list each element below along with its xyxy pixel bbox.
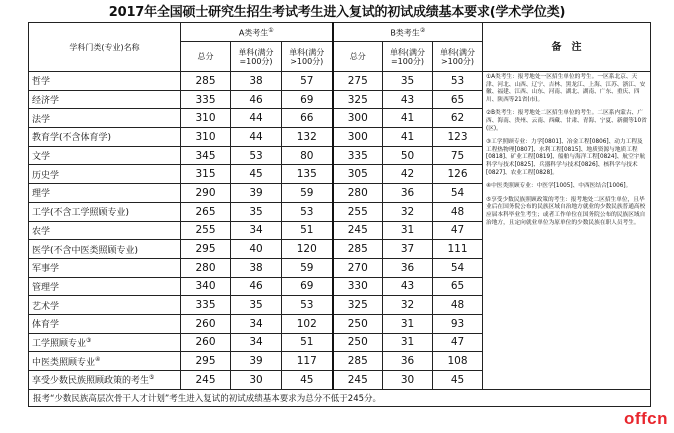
b-total-cell: 330: [333, 277, 383, 296]
subject-cell: 医学(不含中医类照顾专业): [29, 240, 181, 259]
a-total-cell: 335: [181, 90, 231, 109]
remark-note: ③工学照顾专业：力学[0801]、冶金工程[0806]、动力工程及工程热物理[0807]、水利工程[0815]、地质资源与地质工程[0818]、矿业工程[0819]、船舶与海洋工程[0824]、航空宇航科学与技术[0825]、兵器科学与技术[0826]、核科学与技术[0827]、农业工程[0828]。: [486, 139, 646, 176]
subject-cell: 历史学: [29, 165, 181, 184]
group-b-header: B类考生②: [333, 23, 483, 42]
b-s2-cell: 47: [433, 333, 483, 352]
b-s1-cell: 37: [383, 240, 433, 259]
a-s1-cell: 38: [231, 258, 282, 277]
b-total-cell: 300: [333, 128, 383, 147]
subject-cell: 农学: [29, 221, 181, 240]
b-total-cell: 275: [333, 72, 383, 91]
subject-cell: 中医类照顾专业④: [29, 352, 181, 371]
a-total-cell: 340: [181, 277, 231, 296]
offcn-watermark-logo: offcn: [623, 409, 668, 428]
a-s1-cell: 39: [231, 352, 282, 371]
b-s2-cell: 111: [433, 240, 483, 259]
a-total-cell: 280: [181, 258, 231, 277]
a-total-cell: 260: [181, 333, 231, 352]
subject-cell: 军事学: [29, 258, 181, 277]
a-s1-cell: 34: [231, 221, 282, 240]
a-s2-cell: 57: [282, 72, 333, 91]
a-total-cell: 310: [181, 128, 231, 147]
b-total-cell: 245: [333, 371, 383, 390]
b-s2-cell: 53: [433, 72, 483, 91]
b-s1-cell: 32: [383, 202, 433, 221]
b-s2-cell: 65: [433, 90, 483, 109]
b-total-cell: 325: [333, 296, 383, 315]
b-s1-cell: 30: [383, 371, 433, 390]
a-s1-cell: 53: [231, 146, 282, 165]
b-s1-cell: 36: [383, 258, 433, 277]
a-s1-cell: 40: [231, 240, 282, 259]
a-s2-cell: 66: [282, 109, 333, 128]
b-total-cell: 285: [333, 240, 383, 259]
b-s1-cell: 35: [383, 72, 433, 91]
a-s2-cell: 51: [282, 333, 333, 352]
a-s2-cell: 120: [282, 240, 333, 259]
b-s1-cell: 31: [383, 333, 433, 352]
a-s1-cell: 35: [231, 296, 282, 315]
a-s2-cell: 80: [282, 146, 333, 165]
a-s2-cell: 102: [282, 314, 333, 333]
score-table: [28, 22, 651, 407]
score-table-sheet: [28, 22, 650, 432]
a-total-cell: 295: [181, 352, 231, 371]
a-total-cell: 265: [181, 202, 231, 221]
b-s2-cell: 93: [433, 314, 483, 333]
a-s1-cell: 46: [231, 277, 282, 296]
b-total-cell: 300: [333, 109, 383, 128]
a-s1-cell: 34: [231, 333, 282, 352]
a-total-header: 总分: [181, 42, 231, 72]
b-total-cell: 280: [333, 184, 383, 203]
subject-cell: 经济学: [29, 90, 181, 109]
remarks-notes: [483, 72, 651, 390]
b-s2-cell: 123: [433, 128, 483, 147]
a-s2-cell: 135: [282, 165, 333, 184]
a-total-cell: 345: [181, 146, 231, 165]
b-s2-cell: 54: [433, 258, 483, 277]
b-s1-cell: 41: [383, 109, 433, 128]
b-s1-cell: 42: [383, 165, 433, 184]
b-s2-cell: 65: [433, 277, 483, 296]
a-singlegt100-header: 单科(满分>100分): [282, 42, 333, 72]
b-s2-cell: 108: [433, 352, 483, 371]
b-total-header: 总分: [333, 42, 383, 72]
b-s2-cell: 48: [433, 202, 483, 221]
b-singlegt100-header: 单科(满分>100分): [433, 42, 483, 72]
b-total-cell: 250: [333, 314, 383, 333]
a-total-cell: 285: [181, 72, 231, 91]
a-s2-cell: 51: [282, 221, 333, 240]
a-s1-cell: 39: [231, 184, 282, 203]
a-s2-cell: 59: [282, 258, 333, 277]
a-total-cell: 295: [181, 240, 231, 259]
b-total-cell: 255: [333, 202, 383, 221]
remark-note: ⑤享受少数民族照顾政策的考生：报考地处二区招生单位，且毕业后在国务院公布的民族区域自治地方就业的少数民族普通高校应届本科毕业生考生；或者工作单位在国务院公布的民族区域自治地方，且定向就业单位为原单位的少数民族在职人员考生。: [486, 196, 646, 226]
a-s1-cell: 38: [231, 72, 282, 91]
footer-note: 报考“少数民族高层次骨干人才计划”考生进入复试的初试成绩基本要求为总分不低于245分。: [29, 389, 651, 406]
a-total-cell: 315: [181, 165, 231, 184]
b-s1-cell: 43: [383, 90, 433, 109]
b-total-cell: 325: [333, 90, 383, 109]
b-s1-cell: 32: [383, 296, 433, 315]
a-total-cell: 260: [181, 314, 231, 333]
a-s1-cell: 46: [231, 90, 282, 109]
a-total-cell: 245: [181, 371, 231, 390]
a-s2-cell: 69: [282, 90, 333, 109]
a-total-cell: 335: [181, 296, 231, 315]
subject-cell: 理学: [29, 184, 181, 203]
subject-cell: 艺术学: [29, 296, 181, 315]
b-s2-cell: 45: [433, 371, 483, 390]
b-s1-cell: 31: [383, 314, 433, 333]
a-s2-cell: 53: [282, 296, 333, 315]
b-total-cell: 250: [333, 333, 383, 352]
b-s1-cell: 36: [383, 184, 433, 203]
remark-note: ②B类考生：报考地处二区招生单位的考生。二区系内蒙古、广西、海南、贵州、云南、西藏、甘肃、青海、宁夏、新疆等10省(区)。: [486, 110, 647, 132]
a-single100-header: 单科(满分=100分): [231, 42, 282, 72]
subject-cell: 工学照顾专业③: [29, 333, 181, 352]
page-title: 2017年全国硕士研究生招生考试考生进入复试的初试成绩基本要求(学术学位类): [108, 5, 566, 20]
a-s1-cell: 44: [231, 109, 282, 128]
a-total-cell: 290: [181, 184, 231, 203]
a-s2-cell: 132: [282, 128, 333, 147]
remark-note: ④中医类照顾专业：中医学[1005]、中西医结合[1006]。: [486, 183, 632, 190]
b-single100-header: 单科(满分=100分): [383, 42, 433, 72]
remarks-header: 备 注: [483, 23, 651, 72]
b-s1-cell: 50: [383, 146, 433, 165]
b-total-cell: 270: [333, 258, 383, 277]
a-s1-cell: 34: [231, 314, 282, 333]
subject-column-header: 学科门类(专业)名称: [29, 23, 181, 72]
subject-cell: 法学: [29, 109, 181, 128]
a-s2-cell: 59: [282, 184, 333, 203]
a-s1-cell: 30: [231, 371, 282, 390]
subject-cell: 文学: [29, 146, 181, 165]
b-total-cell: 335: [333, 146, 383, 165]
b-s2-cell: 126: [433, 165, 483, 184]
b-total-cell: 285: [333, 352, 383, 371]
b-s1-cell: 43: [383, 277, 433, 296]
subject-cell: 体育学: [29, 314, 181, 333]
b-s2-cell: 48: [433, 296, 483, 315]
subject-cell: 工学(不含工学照顾专业): [29, 202, 181, 221]
subject-cell: 享受少数民族照顾政策的考生⑤: [29, 371, 181, 390]
b-s2-cell: 47: [433, 221, 483, 240]
a-s1-cell: 44: [231, 128, 282, 147]
b-s1-cell: 41: [383, 128, 433, 147]
b-s1-cell: 31: [383, 221, 433, 240]
a-total-cell: 310: [181, 109, 231, 128]
table-row: [29, 72, 651, 91]
b-s2-cell: 75: [433, 146, 483, 165]
b-total-cell: 305: [333, 165, 383, 184]
b-s1-cell: 36: [383, 352, 433, 371]
subject-cell: 管理学: [29, 277, 181, 296]
a-total-cell: 255: [181, 221, 231, 240]
a-s2-cell: 45: [282, 371, 333, 390]
a-s1-cell: 45: [231, 165, 282, 184]
b-total-cell: 245: [333, 221, 383, 240]
subject-cell: 教育学(不含体育学): [29, 128, 181, 147]
a-s2-cell: 69: [282, 277, 333, 296]
group-a-header: A类考生①: [181, 23, 333, 42]
b-s2-cell: 54: [433, 184, 483, 203]
b-s2-cell: 62: [433, 109, 483, 128]
remark-note: ①A类考生：报考地处一区招生单位的考生。一区系北京、天津、河北、山西、辽宁、吉林、黑龙江、上海、江苏、浙江、安徽、福建、江西、山东、河南、湖北、湖南、广东、重庆、四川、陕西等21省(市)。: [486, 74, 646, 103]
subject-cell: 哲学: [29, 72, 181, 91]
a-s2-cell: 53: [282, 202, 333, 221]
a-s1-cell: 35: [231, 202, 282, 221]
a-s2-cell: 117: [282, 352, 333, 371]
